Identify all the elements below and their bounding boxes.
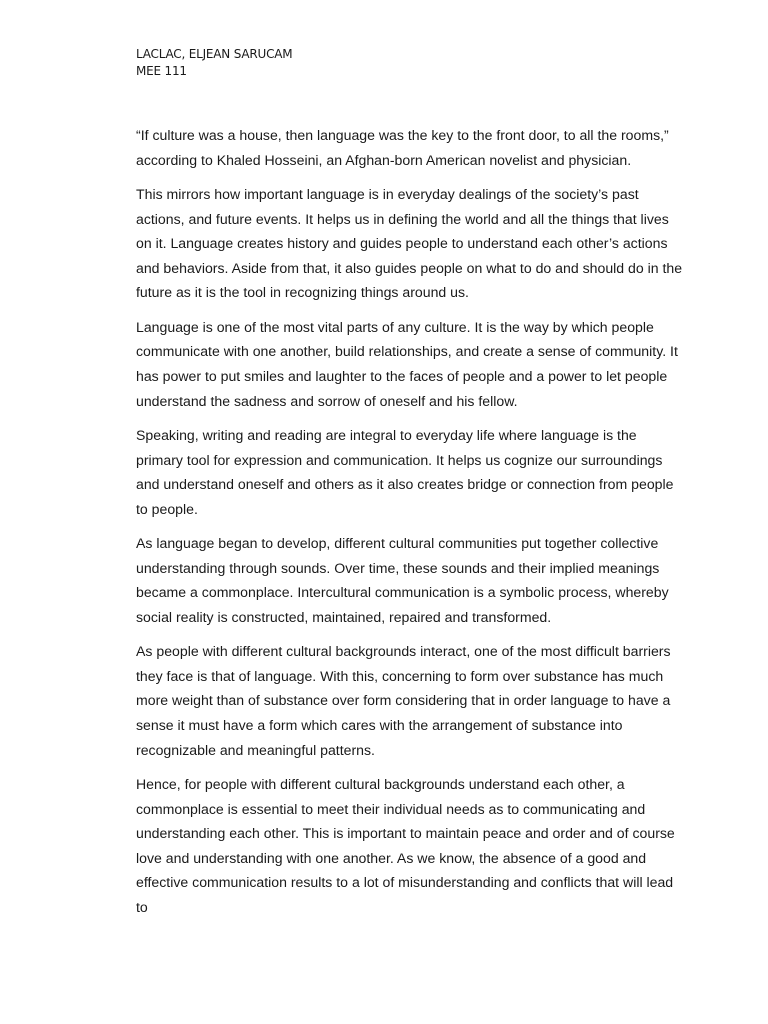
paragraph-4: Speaking, writing and reading are integral to everyday life where language is the primary tool for expression and communication. It helps us cognize our surroundings and understand oneself and others as it also creates bridge or connection from people to people. [136, 426, 674, 517]
paragraph-1: “If culture was a house, then language was the key to the front door, to all the rooms,” according to Khaled Hosseini, an Afghan-born American novelist and physician. [136, 127, 669, 168]
essay-body [136, 123, 684, 929]
paragraph-5: As language began to develop, different cultural communities put together collective understanding through sounds. Over time, these sounds and their implied meanings became a commonplace. Intercultural communication is a symbolic process, whereby social reality is constructed, maintained, repaired and transformed. [136, 535, 669, 625]
paragraph-6: As people with different cultural backgrounds interact, one of the most difficult barriers they face is that of language. With this, concerning to form over substance has much more weight than of substance over form considering that in order language to have a sense it must have a form which cares with the arrangement of substance into recognizable and meaningful patterns. [136, 643, 671, 758]
paragraph-2: This mirrors how important language is in everyday dealings of the society’s past actions, and future events. It helps us in defining the world and all the things that lives on it. Language creates history and guides people to understand each other’s actions and behaviors. Aside from that, it also guides people on what to do and should do in the future as it is the tool in recognizing things around us. [136, 185, 683, 301]
paragraph-7: Hence, for people with different cultural backgrounds understand each other, a commonplace is essential to meet their individual needs as to communicating and understanding each other. This is important to maintain peace and order and of course love and understanding with one another. As we know, the absence of a good and effective communication results to a lot of misunderstanding and conflicts that will lead to [136, 776, 675, 915]
course-code: MEE 111 [136, 64, 187, 78]
paragraph-3: Language is one of the most vital parts of any culture. It is the way by which people communicate with one another, build relationships, and create a sense of community. It has power to put smiles and laughter to the faces of people and a power to let people understand the sadness and sorrow of oneself and his fellow. [136, 318, 678, 409]
author-name: LACLAC, ELJEAN SARUCAM [136, 47, 293, 61]
document-header [136, 46, 292, 80]
